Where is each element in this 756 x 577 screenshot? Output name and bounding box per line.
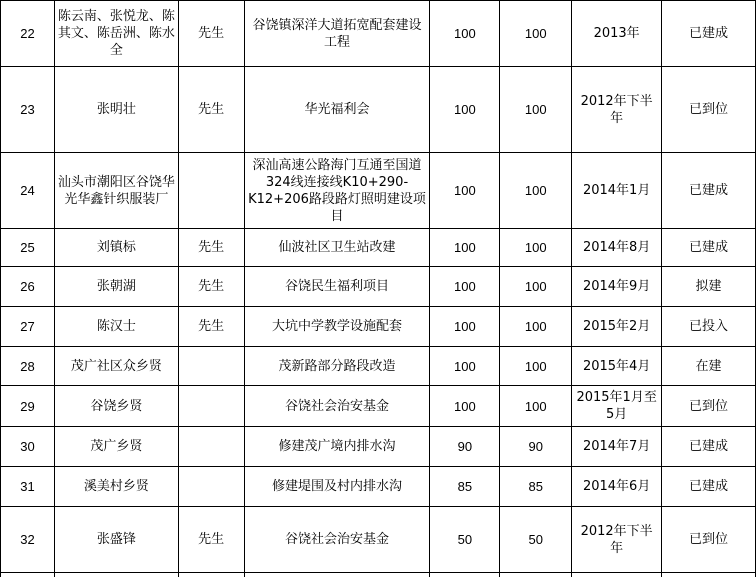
donor-title — [178, 347, 244, 386]
table-row — [1, 386, 756, 427]
status: 已到位 — [662, 507, 756, 573]
date: 2014年8月 — [572, 229, 662, 267]
donor-title — [178, 386, 244, 427]
date: 2014年6月 — [572, 467, 662, 507]
table-row — [1, 1, 756, 67]
table-row — [1, 153, 756, 229]
status: 已投入 — [662, 307, 756, 347]
pledged-amount: 100 — [430, 229, 500, 267]
project-name: 仙波社区卫生站改建 — [244, 229, 430, 267]
pledged-amount: 100 — [430, 1, 500, 67]
donor-name: 茂广社区众乡贤 — [54, 347, 178, 386]
donor-title: 先生 — [178, 229, 244, 267]
paid-amount: 100 — [500, 267, 572, 307]
status: 已建成 — [662, 229, 756, 267]
donor-title: 先生 — [178, 67, 244, 153]
donor-title: 先生 — [178, 307, 244, 347]
row-number: 29 — [1, 386, 55, 427]
pledged-amount: 100 — [430, 153, 500, 229]
donor-name: 茂广乡贤 — [54, 427, 178, 467]
project-name: 大坑中学教学设施配套 — [244, 307, 430, 347]
donor-name: 陈汉士 — [54, 307, 178, 347]
project-name: 深汕高速公路海门互通至国道324线连接线K10+290-K12+206路段路灯照明建设项目 — [244, 153, 430, 229]
table-row — [1, 229, 756, 267]
pledged-amount: 100 — [430, 386, 500, 427]
donor-title — [178, 467, 244, 507]
table-row — [1, 467, 756, 507]
table-body — [1, 1, 756, 577]
paid-amount: 50 — [500, 507, 572, 573]
paid-amount: 90 — [500, 427, 572, 467]
row-number: 25 — [1, 229, 55, 267]
status: 在建 — [662, 347, 756, 386]
row-number: 31 — [1, 467, 55, 507]
project-name: 修建堤围及村内排水沟 — [244, 467, 430, 507]
donor-title — [178, 153, 244, 229]
pledged-amount: 100 — [430, 347, 500, 386]
project-name: 华光福利会 — [244, 67, 430, 153]
date: 2014年9月 — [572, 267, 662, 307]
donor-title — [178, 427, 244, 467]
pledged-amount: 90 — [430, 427, 500, 467]
paid-amount: 100 — [500, 386, 572, 427]
paid-amount: 100 — [500, 67, 572, 153]
pledged-amount: 100 — [430, 307, 500, 347]
paid-amount: 100 — [500, 347, 572, 386]
date: 2012年下半年 — [572, 67, 662, 153]
donor-name: 张朝湖 — [54, 267, 178, 307]
project-name: 谷饶社会治安基金 — [244, 386, 430, 427]
donor-title: 先生 — [178, 507, 244, 573]
date: 2014年1月 — [572, 153, 662, 229]
paid-amount: 85 — [500, 467, 572, 507]
pledged-amount: 85 — [430, 467, 500, 507]
donor-name: 汕头市潮阳区谷饶华光华鑫针织服装厂 — [54, 153, 178, 229]
row-number: 24 — [1, 153, 55, 229]
paid-amount: 100 — [500, 1, 572, 67]
paid-amount: 100 — [500, 229, 572, 267]
date: 2014年7月 — [572, 427, 662, 467]
donor-title: 先生 — [178, 267, 244, 307]
project-name: 修建茂广境内排水沟 — [244, 427, 430, 467]
donor-name: 张盛锋 — [54, 507, 178, 573]
date: 2013年 — [572, 1, 662, 67]
donor-name: 陈云南、张悦龙、陈其文、陈岳洲、陈水全 — [54, 1, 178, 67]
project-name: 谷饶民生福利项目 — [244, 267, 430, 307]
project-name: 茂新路部分路段改造 — [244, 347, 430, 386]
paid-amount: 100 — [500, 153, 572, 229]
status: 已到位 — [662, 386, 756, 427]
table-row — [1, 507, 756, 573]
date: 2015年4月 — [572, 347, 662, 386]
row-number: 32 — [1, 507, 55, 573]
status: 已建成 — [662, 1, 756, 67]
status: 已建成 — [662, 153, 756, 229]
date: 2015年1月至5月 — [572, 386, 662, 427]
table-row — [1, 307, 756, 347]
status: 已建成 — [662, 467, 756, 507]
table-row — [1, 267, 756, 307]
project-name: 谷饶社会治安基金 — [244, 507, 430, 573]
date: 2012年下半年 — [572, 507, 662, 573]
date: 2015年2月 — [572, 307, 662, 347]
pledged-amount: 100 — [430, 67, 500, 153]
status: 已到位 — [662, 67, 756, 153]
row-number: 22 — [1, 1, 55, 67]
status: 已建成 — [662, 427, 756, 467]
table-row — [1, 427, 756, 467]
row-number: 30 — [1, 427, 55, 467]
paid-amount: 100 — [500, 307, 572, 347]
donor-title: 先生 — [178, 1, 244, 67]
status: 拟建 — [662, 267, 756, 307]
donor-name: 张明壮 — [54, 67, 178, 153]
row-number: 28 — [1, 347, 55, 386]
table-row — [1, 67, 756, 153]
donor-name: 刘镇标 — [54, 229, 178, 267]
row-number: 27 — [1, 307, 55, 347]
pledged-amount: 50 — [430, 507, 500, 573]
donor-name: 谷饶乡贤 — [54, 386, 178, 427]
table-row — [1, 347, 756, 386]
donor-name: 溪美村乡贤 — [54, 467, 178, 507]
row-number: 26 — [1, 267, 55, 307]
pledged-amount: 100 — [430, 267, 500, 307]
row-number: 23 — [1, 67, 55, 153]
project-name: 谷饶镇深洋大道拓宽配套建设工程 — [244, 1, 430, 67]
